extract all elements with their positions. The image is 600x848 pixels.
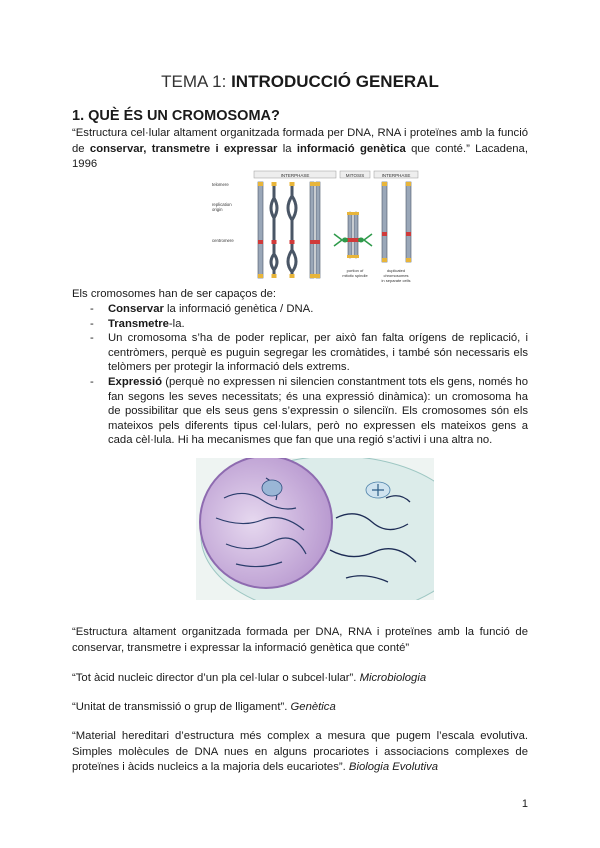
mitotic-apparatus bbox=[366, 482, 390, 498]
mitosis-label: MITOSIS bbox=[345, 172, 365, 178]
chromosome-single bbox=[258, 182, 263, 278]
telomere-label: telomere bbox=[212, 182, 229, 187]
list-item: - Expressió (perquè no expressen ni silencien constantment tots els gens, només ho fan segons les seves necessitats; és una expressió dinàmica): un cromosoma ha de possibilitar que els seus gens s’expressin o silenciïn. Els cromosomes són els mateixos pels diferents tipus cel·lulars, però no expressen els mateixos gens a cada cèl·lula. Hi ha mecanismes que fan que una regió s’activi i una altra no. bbox=[88, 375, 528, 448]
portion-label-1: portion of bbox=[346, 268, 364, 273]
quote-bold-2: informació genètica bbox=[296, 142, 406, 155]
requirements-intro: Els cromosomes han de ser capaços de: bbox=[72, 288, 277, 300]
section-heading: 1. QUÈ ÉS UN CROMOSOMA? bbox=[72, 108, 280, 124]
list-item: - Conservar la informació genètica / DNA. bbox=[88, 302, 528, 317]
definition-4: “Material hereditari d’estructura més complex a mesura que pugem l’escala evolutiva. Simples molècules de DNA nues en alguns procariotes i associacions complexes de proteïnes i àcids nucleics a la majoria dels eucariotes”. Biologia Evolutiva bbox=[72, 730, 528, 773]
title-prefix: TEMA 1: bbox=[161, 72, 232, 91]
centromere-label: centromere bbox=[212, 238, 234, 243]
list-item: - Un cromosoma s’ha de poder replicar, per això fan falta orígens de replicació, i centròmers, perquè es puguin segregar les cromàtides, i també són necessaris els telòmers per protegir la informació dels extrems. bbox=[88, 331, 528, 375]
requirements-list bbox=[88, 302, 528, 448]
chromosome-cycle-figure bbox=[210, 168, 426, 290]
interphase-left-label: INTERPHASE bbox=[280, 172, 310, 178]
definition-1: “Estructura altament organitzada formada per DNA, RNA i proteïnes amb la funció de conservar, transmetre i expressar la informació genètica que conté” bbox=[72, 626, 528, 654]
quote-text-3: que conté.” Lacadena, 1996 bbox=[72, 142, 528, 170]
interphase-right-label: INTERPHASE bbox=[381, 172, 411, 178]
portion-label-2: mitotic spindle bbox=[342, 273, 368, 278]
cell-nucleus-figure bbox=[196, 458, 434, 600]
list-item: - Transmetre-la. bbox=[88, 317, 528, 332]
quote-text-1: “Estructura cel·lular altament organitzada formada per DNA, RNA i proteïnes amb la funció de bbox=[72, 127, 528, 155]
duplicated-label-2: chromosomes bbox=[383, 273, 409, 278]
page-number: 1 bbox=[521, 798, 528, 810]
replication-label-2: origin bbox=[212, 207, 223, 212]
definition-2: “Tot àcid nucleic director d’un pla cel·lular o subcel·lular”. Microbiologia bbox=[72, 672, 427, 684]
nucleolus bbox=[262, 480, 282, 496]
lacadena-quote bbox=[72, 126, 528, 173]
duplicated-label-3: in separate cells bbox=[381, 278, 411, 283]
quote-bold-1: conservar, transmetre i expressar bbox=[89, 142, 278, 155]
title-main: INTRODUCCIÓ GENERAL bbox=[231, 72, 439, 91]
replication-label-1: replication bbox=[212, 202, 232, 207]
quote-text-2: la bbox=[277, 142, 297, 155]
page-title bbox=[0, 72, 600, 92]
definition-3: “Unitat de transmissió o grup de lligament”. Genètica bbox=[72, 701, 336, 713]
duplicated-label-1: duplicated bbox=[386, 268, 406, 273]
nucleus-shape bbox=[200, 458, 332, 588]
